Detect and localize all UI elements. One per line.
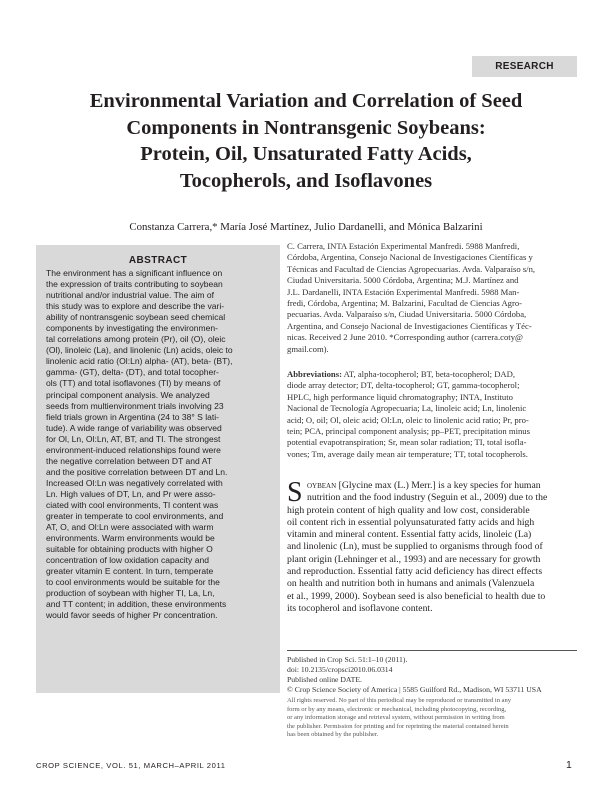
- abstract-line: for Ol, Ln, Ol:Ln, AT, BT, and TI. The strongest: [46, 433, 221, 444]
- abstract-line: greater in temperate to cool environments, and: [46, 511, 224, 522]
- affiliation-line: Argentina, and Consejo Nacional de Investigaciones Científicas y Téc-: [287, 320, 532, 331]
- intro-line: and reproduction. Essential fatty acid deficiency has direct effects: [287, 566, 543, 578]
- abstract-line: ability of nontransgenic soybean seed chemical: [46, 312, 226, 323]
- research-section-badge: RESEARCH: [472, 56, 577, 77]
- abstract-line: Ln. High values of DT, Ln, and Pr were asso-: [46, 488, 216, 499]
- publication-info-line: Published online DATE.: [287, 675, 362, 685]
- abstract-line: field trials grown in Argentina (24 to 38° S lati-: [46, 411, 220, 422]
- rights-line: All rights reserved. No part of this periodical may be reproduced or transmitted in any: [287, 697, 512, 704]
- affiliation-line: Ciudad Universitaria. 5000 Córdoba, Argentina; M.J. Martínez and: [287, 275, 519, 286]
- abbreviation-line: vones; Tm, average daily mean air temperature; TT, total tocopherols.: [287, 448, 528, 459]
- author-affiliations: [287, 241, 577, 355]
- title-line: Protein, Oil, Unsaturated Fatty Acids,: [140, 143, 472, 165]
- abstract-line: linolenic acid ratio (Ol:Ln) alpha- (AT), beta- (BT),: [46, 356, 233, 367]
- abbreviation-line: tein; PCA, principal component analysis; pp–PET, precipitation minus: [287, 426, 530, 437]
- abstract-line: production of soybean with higher TI, La, Ln,: [46, 588, 215, 599]
- publication-info-line: doi: 10.2135/cropsci2010.06.0314: [287, 665, 393, 675]
- abstract-line: greater vitamin E content. In turn, temperate: [46, 566, 214, 577]
- publication-info: [287, 655, 577, 695]
- abstract-line: and the positive correlation between DT and Ln.: [46, 466, 228, 477]
- intro-line: on health and nutrition both in humans and animals (Valenzuela: [287, 578, 535, 590]
- abbreviations-block: [287, 369, 577, 460]
- affiliation-line: Córdoba, Argentina, Consejo Nacional de Investigaciones Científicas y: [287, 252, 533, 263]
- publication-divider: [287, 650, 577, 651]
- abstract-line: this study was to explore and describe the vari-: [46, 301, 225, 312]
- abstract-line: gamma- (GT), delta- (DT), and total tocopher-: [46, 367, 219, 378]
- abstract-line: would favor seeds of higher Pr concentration.: [46, 610, 218, 621]
- abstract-line: tude). A wide range of variability was observed: [46, 422, 222, 433]
- title-line: Environmental Variation and Correlation of Seed: [89, 90, 523, 112]
- intro-line: plant origin (Lehninger et al., 1993) and are necessary for growth: [287, 553, 541, 565]
- abstract-line: nutritional and/or industrial value. The aim of: [46, 290, 215, 301]
- affiliation-line: fredi, Córdoba, Argentina; M. Balzarini, Facultad de Ciencias Agro-: [287, 298, 523, 309]
- article-title: [40, 88, 572, 194]
- drop-cap: S: [287, 477, 303, 508]
- rights-line: the publisher. Permission for printing and for reprinting the material contained herein: [287, 722, 509, 730]
- abstract-line: ciated with cool environments, TI content was: [46, 499, 219, 510]
- affiliation-line: pecuarias. Avda. Valparaíso s/n, Ciudad Universitaria. 5000 Córdoba,: [287, 309, 527, 320]
- abbreviations-label: Abbreviations:: [287, 369, 342, 379]
- abstract-line: components by investigating the environmen-: [46, 323, 218, 334]
- affiliation-line: J.L. Dardanelli, INTA Estación Experimental Manfredi. 5988 Man-: [287, 286, 520, 297]
- abstract-line: principal component analysis. We analyzed: [46, 389, 210, 400]
- abstract-line: The environment has a significant influence on: [46, 268, 223, 278]
- abstract-line: environment-induced relationships found were: [46, 444, 221, 455]
- abbreviation-line: acid; O, oil; Ol, oleic acid; Ol:Ln, oleic to linolenic acid ratio; Pr, pro-: [287, 414, 529, 425]
- abstract-line: seeds from multienvironment trials involving 23: [46, 400, 224, 411]
- journal-footer: CROP SCIENCE, VOL. 51, MARCH–APRIL 2011: [36, 761, 226, 770]
- publication-info-line: © Crop Science Society of America | 5585 Guilford Rd., Madison, WI 53711 USA: [287, 685, 542, 695]
- abstract-line: to cool environments would be suitable for the: [46, 577, 220, 588]
- title-line: Components in Nontransgenic Soybeans:: [126, 116, 486, 139]
- abstract-line: environments. Warm environments would be: [46, 533, 215, 544]
- rights-line: or any information storage and retrieval system, without permission in writing from: [287, 714, 505, 722]
- rights-line: form or by any means, electronic or mechanical, including photocopying, recording,: [287, 705, 507, 713]
- affiliation-line: C. Carrera, INTA Estación Experimental Manfredi. 5988 Manfredi,: [287, 241, 520, 251]
- abstract-box: [36, 245, 280, 693]
- intro-line: nutrition and the food industry (Seguin et al., 2009) due to the: [307, 492, 548, 504]
- abstract-line: tal correlations among protein (Pr), oil (O), oleic: [46, 334, 226, 345]
- abbreviation-line: Nacional de Tecnología Agropecuaria; La, linoleic acid; Ln, linolenic: [287, 403, 527, 414]
- abbreviation-line: HPLC, high performance liquid chromatography; INTA, Instituto: [287, 391, 513, 402]
- abstract-line: the expression of traits contributing to soybean: [46, 279, 223, 290]
- rights-line: has been obtained by the publisher.: [287, 731, 379, 739]
- copyright-notice: [287, 697, 577, 740]
- abstract-line: ols (TT) and total isoflavones (TI) by means of: [46, 378, 221, 389]
- abstract-line: concentration of low oxidation capacity and: [46, 555, 209, 566]
- intro-line: et al., 1999, 2000). Soybean seed is also beneficial to health due to: [287, 590, 546, 602]
- intro-smallcaps-word: oybean: [307, 480, 337, 491]
- intro-first-line-text: [Glycine max (L.) Merr.] is a key species for human: [336, 480, 541, 491]
- title-line: Tocopherols, and Isoflavones: [179, 169, 433, 192]
- abstract-text: [46, 268, 272, 622]
- abstract-line: (Ol), linoleic (La), and linolenic (Ln) acids, oleic to: [46, 345, 233, 356]
- abstract-heading: ABSTRACT: [128, 255, 188, 266]
- page-number: 1: [566, 759, 572, 771]
- abbreviation-line: potential evapotranspiration; Sr, mean solar radiation; TI, total isofla-: [287, 437, 527, 448]
- intro-line: and linolenic (Ln), must be supplied to organisms through food of: [287, 541, 543, 553]
- abbreviation-line: diode array detector; DT, delta-tocopherol; GT, gamma-tocopherol;: [287, 380, 520, 391]
- abbreviation-first-line-text: AT, alpha-tocopherol; BT, beta-tocopherol; DAD,: [341, 369, 516, 379]
- abbreviation-line: [287, 369, 577, 380]
- intro-line: [287, 480, 577, 492]
- intro-line: its tocopherol and isoflavone content.: [287, 602, 433, 614]
- affiliation-line: gmail.com).: [287, 343, 329, 354]
- abstract-line: suitable for obtaining products with higher O: [46, 544, 213, 555]
- intro-line: oil content rich in essential polyunsaturated fatty acids and high: [287, 516, 535, 528]
- abstract-line: and TT content; in addition, these environments: [46, 599, 227, 610]
- abstract-line: the negative correlation between DT and AT: [46, 455, 212, 466]
- intro-line: vitamin and mineral content. Essential fatty acids, linoleic (La): [287, 529, 532, 541]
- introduction-paragraph: [287, 477, 577, 615]
- author-list: Constanza Carrera,* María José Martínez, Julio Dardanelli, and Mónica Balzarini: [129, 221, 483, 233]
- abstract-line: AT, O, and Ol:Ln were associated with warm: [46, 522, 214, 533]
- affiliation-line: Técnicas and Facultad de Ciencias Agropecuarias. Avda. Valparaíso s/n,: [287, 263, 536, 274]
- abstract-line: Increased Ol:Ln was negatively correlated with: [46, 477, 223, 488]
- intro-line: high protein content of high quality and low cost, considerable: [287, 504, 530, 516]
- affiliation-line: nicas. Received 2 June 2010. *Corresponding author (carrera.coty@: [287, 332, 523, 343]
- publication-info-line: Published in Crop Sci. 51:1–10 (2011).: [287, 655, 408, 664]
